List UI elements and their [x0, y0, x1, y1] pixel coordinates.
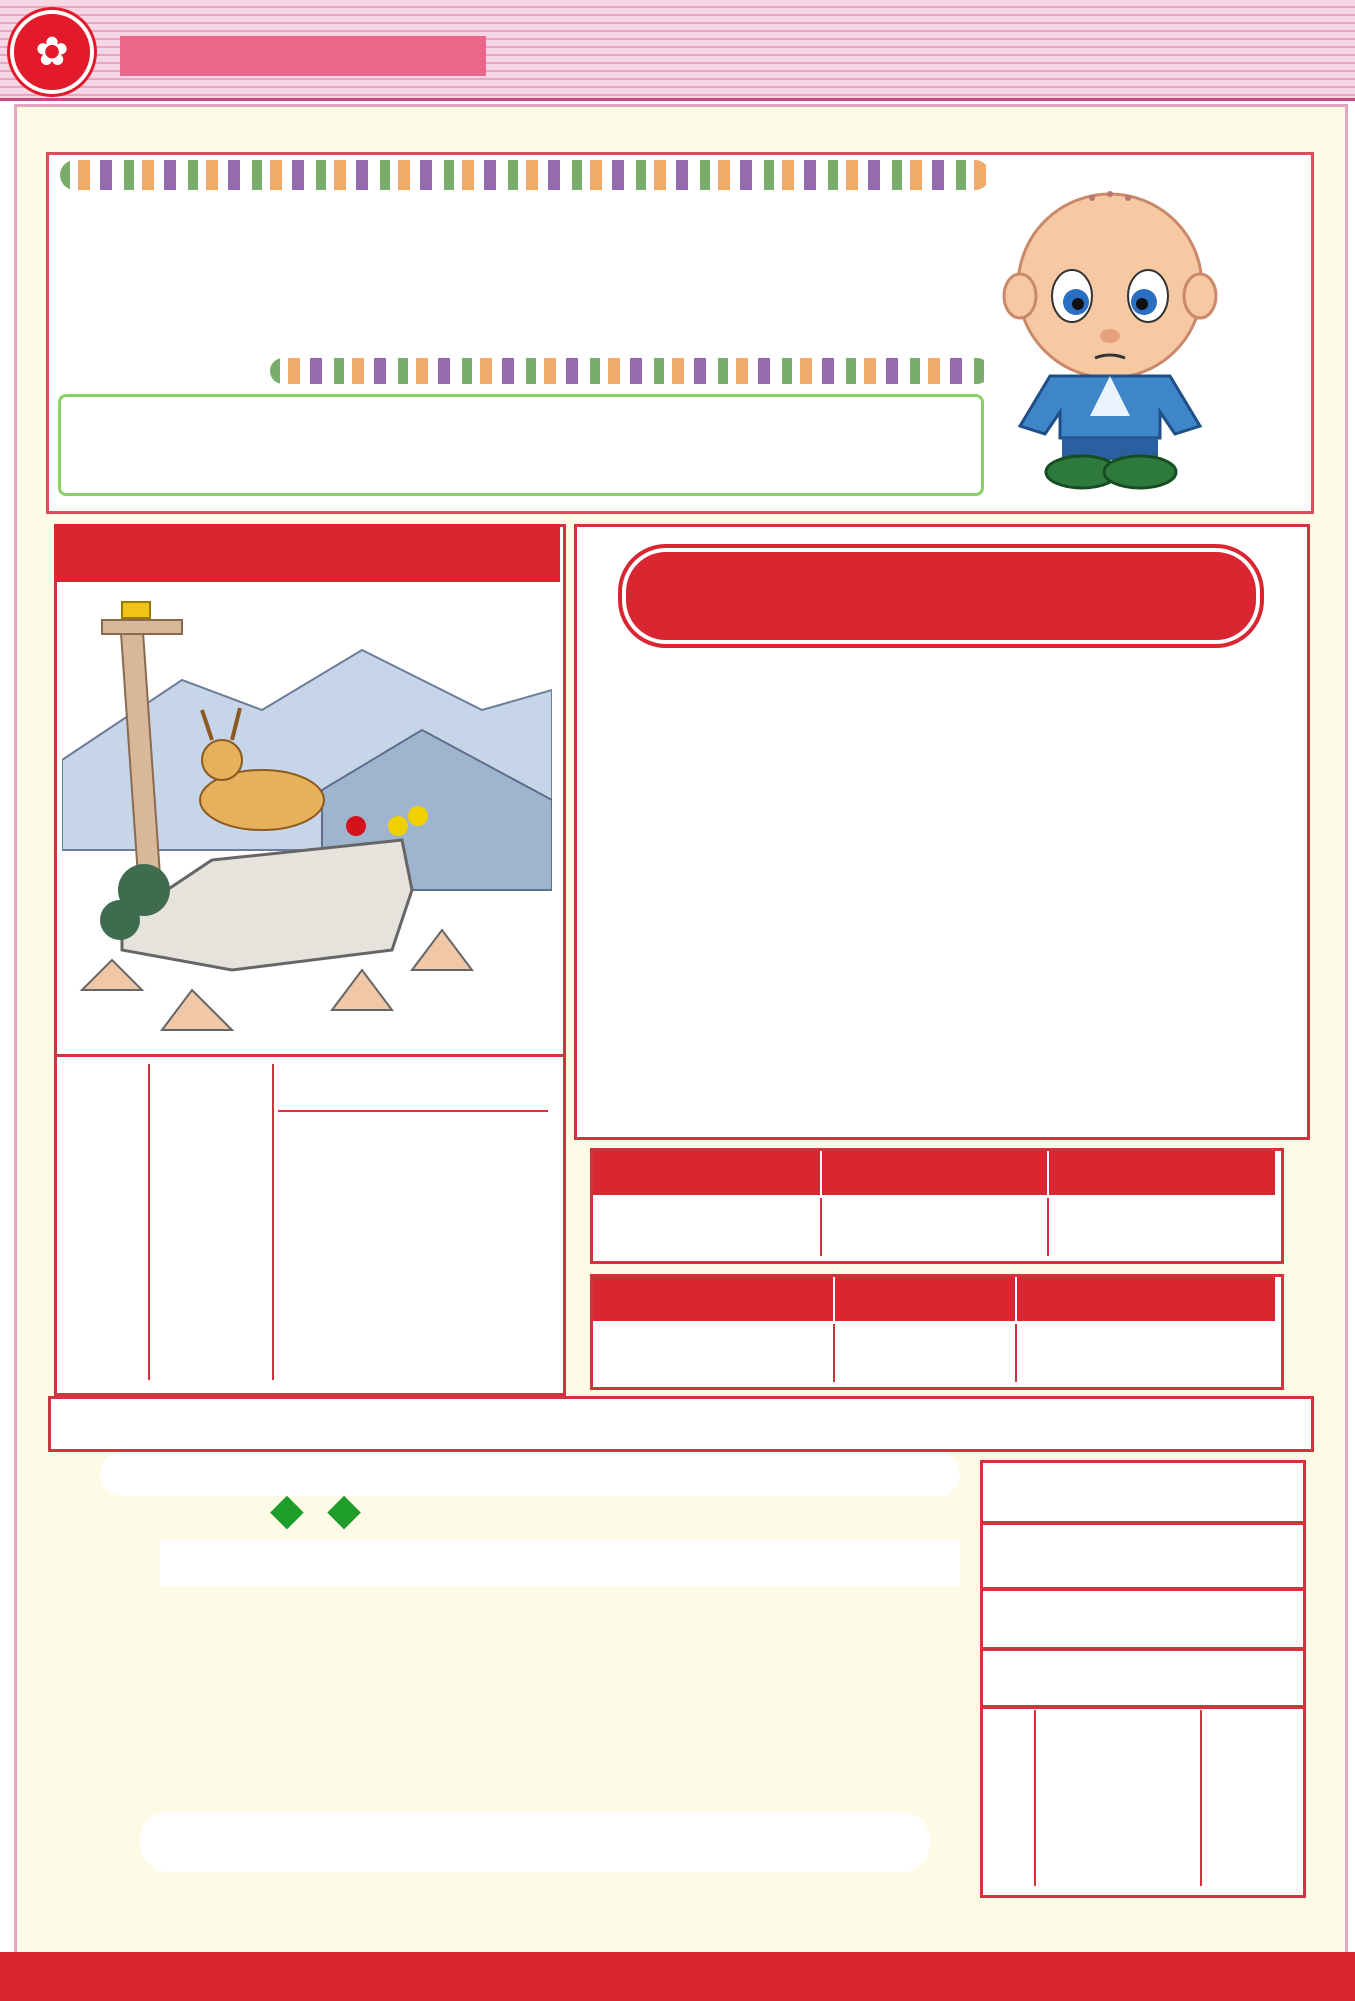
table1-header-color [1049, 1151, 1275, 1195]
table1-value-elements [593, 1198, 822, 1256]
slogan-box-3 [980, 1588, 1306, 1650]
gambler-banner-mid [160, 1540, 960, 1586]
table1-value-color [1049, 1198, 1275, 1256]
gambler-banner-top [100, 1452, 960, 1496]
slogan-box-4 [980, 1648, 1306, 1708]
footer-notice [0, 1952, 1355, 2001]
oracle-poem-columns [148, 1064, 274, 1380]
zodiac-poem-title [622, 548, 1260, 644]
mystery-divider-right [1200, 1710, 1202, 1886]
table2-value-head [835, 1324, 1017, 1382]
hk-emblem-logo: ✿ [10, 10, 94, 94]
monk-mascot-illustration [1000, 176, 1220, 492]
gambler-banner-bottom [140, 1812, 930, 1872]
gambler-poem-title [270, 1484, 365, 1535]
deer-on-rock-illustration [62, 590, 552, 1046]
oracle-panel [54, 1054, 566, 1396]
flower-vine-bottom [270, 358, 990, 384]
table2-header-range [1017, 1277, 1275, 1321]
table1-value-kill [822, 1198, 1049, 1256]
table1-header-kill [822, 1151, 1047, 1195]
slogan-box-2 [980, 1522, 1306, 1590]
table2-value-tail [593, 1324, 835, 1382]
diamond-icon: ◆ [327, 1484, 366, 1535]
table2-value-range [1017, 1324, 1275, 1382]
treasure-map-title [54, 524, 560, 582]
flower-vine-top [60, 160, 990, 190]
table1-header-elements [593, 1151, 820, 1195]
table2-header-head [835, 1277, 1015, 1321]
table2-header-tail [593, 1277, 833, 1321]
hk-poem-divider [278, 1110, 548, 1112]
slogan-box-1 [980, 1460, 1306, 1524]
mystery-notes [1206, 1716, 1298, 1886]
header-ribbon [120, 36, 486, 76]
mystery-divider-left [1034, 1710, 1036, 1886]
hero-ad-banner [58, 394, 984, 496]
diamond-icon: ◆ [270, 1484, 308, 1535]
issue-strip [48, 1396, 1314, 1452]
